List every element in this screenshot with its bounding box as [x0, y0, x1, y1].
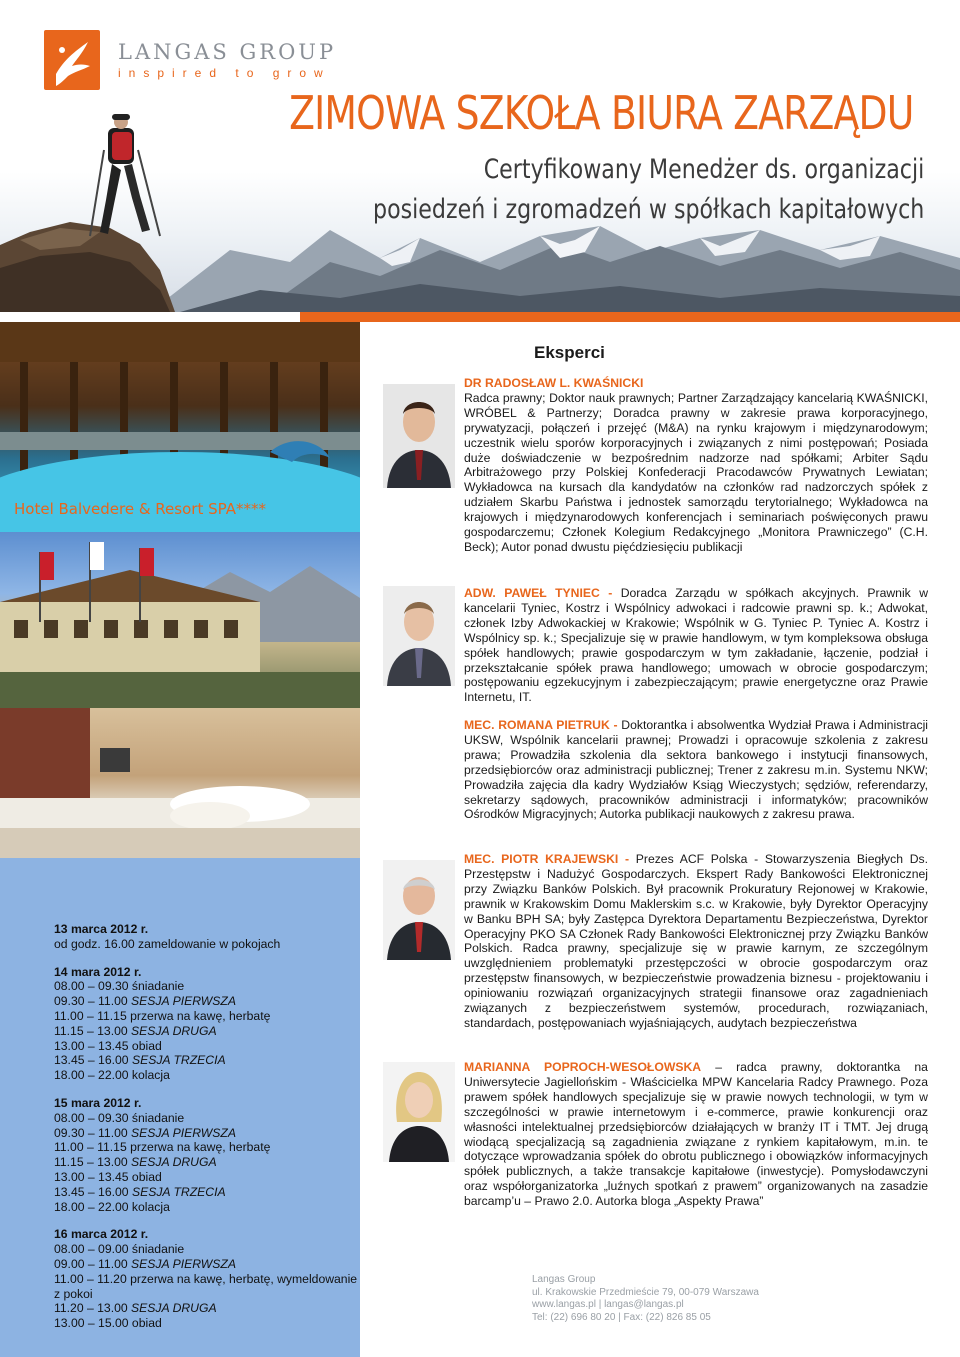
schedule-day — [54, 922, 360, 952]
expert-bio-3: MEC. ROMANA PIETRUK - Doktorantka i absolwentka Wydział Prawa i Administracji UKSW, Wspólnik kancelarii prawnej; Prowadzi i opracowuje szkolenia z zakresu prawa; Prowadziła szkolenia dla sektora bankowego i instytucji finansowych, przedsiębiorców oraz administracji publicznej; Trener z zakresu m.in. Systemu NKW; Prowadziła zajęcia dla kadry Wydziałów Ksiąg Wieczystych; sędziów, referendarzy, sekretarzy sądowych, pracowników administracji i informatyków; pracowników Ośrodków Migracyjnych; Autorka publikacji naukowych z zakresu prawa. — [464, 718, 928, 822]
expert-name-5: MARIANNA POPROCH-WESOŁOWSKA — [464, 1060, 702, 1074]
schedule-item: 13.45 – 16.00 SESJA TRZECIA — [54, 1053, 226, 1068]
schedule-item: 09.30 – 11.00 SESJA PIERWSZA — [54, 994, 237, 1009]
expert-name-1: DR RADOSŁAW L. KWAŚNICKI — [464, 376, 644, 390]
schedule-date: 15 mara 2012 r. — [54, 1095, 142, 1110]
schedule-session-label: SESJA DRUGA — [131, 1023, 217, 1038]
expert-description-4: Prezes ACF Polska - Stowarzyszenia Biegłych Ds. Przestępstw i Nadużyć Gospodarczych. Ekspert Rady Bankowości Elektronicznej przy Związku Banków Polskich. Był pracownik Prokuratury Rejonowej w Krakowie, prawnik w Krakowskim Domu Maklerskim s.c. w Krakowie, były Dyrektor Operacyjny w Banku BPH SA; były Zastępca Dyrektora Departamentu Bezpieczeństwa, Dyrektor Operacyjny PKO SA Członek Rady Bankowości Elektronicznej przy Związku Banków Polskich. Radca prawny, specjalizuje się w prawie karnym, ze szczególnym uwzględnieniem problematyki przestępczości w obrocie gospodarczym oraz przestępstw finansowych, w bezpieczeństwie prowadzenia biznesu - projektowaniu i opiniowaniu rozwiązań organizacyjnych strategii finansowe oraz zagadnieniach związanych z bezpieczeństwem systemów, procedurach, rozwiązaniach, standardach, postępowaniach wyjaśniających, audytach bezpieczeństwa — [464, 852, 928, 1030]
schedule-session-label: SESJA PIERWSZA — [131, 994, 237, 1009]
schedule-item: 11.15 – 13.00 SESJA DRUGA — [54, 1155, 217, 1170]
expert-name-2: ADW. PAWEŁ TYNIEC — [464, 586, 600, 600]
schedule-item: 13.00 – 15.00 obiad — [54, 1316, 162, 1331]
expert-description-5: radca prawny, doktorantka na Uniwersytecie Jagiellońskim - Właścicielka MPW Kancelaria Radcy Prawnego. Poza prawem spółek handlowych specjalizuje się w prawie nowych technologii, w tym w szczególności w prawie internetowym i e-commerce, prawie konkurencji oraz własności intelektualnej przedsiębiorców działających w branży IT i TMT. Jej drugą wiodącą specjalizacją są zagadnienia związane z rynkiem kapitałowym, m.in. te dotyczące wprowadzania spółek do obrotu publicznego i obowiązków informacyjnych spółek publicznych, a także transakcje kapitałowe (inwestycje). Pomysłodawczyni oraz współorganizatorka „luźnych spotkań z prawem” organizowanych na zasadzie barcamp’u – Prawo 2.0. Autorka bloga „Aspekty Prawa” — [464, 1060, 928, 1209]
schedule-day — [54, 1227, 360, 1331]
schedule-item: 13.45 – 16.00 SESJA TRZECIA — [54, 1184, 226, 1199]
expert-bio-5: MARIANNA POPROCH-WESOŁOWSKA – radca prawny, doktorantka na Uniwersytecie Jagiellońskim - Właścicielka MPW Kancelaria Radcy Prawnego. Poza prawem spółek handlowych specjalizuje się w prawie nowych technologii, w tym w szczególności w prawie internetowym i e-commerce, prawie konkurencji oraz własności intelektualnej przedsiębiorców działających w branży IT i TMT. Jej drugą wiodącą specjalizacją są zagadnienia związane z rynkiem kapitałowym, m.in. te dotyczące wprowadzania spółek do obrotu publicznego i obowiązków informacyjnych spółek publicznych, a także transakcje kapitałowe (inwestycje). Pomysłodawczyni oraz współorganizatorka „luźnych spotkań z prawem” organizowanych na zasadzie barcamp’u – Prawo 2.0. Autorka bloga „Aspekty Prawa” — [464, 1060, 928, 1209]
subtitle-line-1: Certyfikowany Menedżer ds. organizacji — [483, 154, 924, 185]
schedule-item: 18.00 – 22.00 kolacja — [54, 1068, 170, 1083]
footer-phone: Tel: (22) 696 80 20 | Fax: (22) 826 85 05 — [532, 1311, 711, 1323]
schedule-item: 13.00 – 13.45 obiad — [54, 1169, 162, 1184]
expert-photo-1 — [383, 384, 455, 488]
schedule-item: 11.00 – 11.15 przerwa na kawę, herbatę — [54, 1140, 271, 1155]
schedule-session-label: SESJA PIERWSZA — [131, 1256, 237, 1271]
hiker-figure — [90, 114, 160, 236]
subtitle-line-2: posiedzeń i zgromadzeń w spółkach kapitałowych — [372, 194, 924, 225]
expert-bio-4: MEC. PIOTR KRAJEWSKI - Prezes ACF Polska - Stowarzyszenia Biegłych Ds. Przestępstw i Nadużyć Gospodarczych. Ekspert Rady Bankowości Elektronicznej przy Związku Banków Polskich. Był pracownik Prokuratury Rejonowej w Krakowie, prawnik w Krakowskim Domu Maklerskim s.c. w Krakowie, były Dyrektor Operacyjny w Banku BPH SA; były Zastępca Dyrektora Departamentu Bezpieczeństwa, Dyrektor Operacyjny PKO SA Członek Rady Bankowości Elektronicznej przy Związku Banków Polskich. Radca prawny, specjalizuje się w prawie karnym, ze szczególnym uwzględnieniem problematyki przestępczości w obrocie gospodarczym oraz przestępstw finansowych, w bezpieczeństwie prowadzenia biznesu - projektowaniu i opiniowaniu rozwiązań organizacyjnych strategii finansowe oraz zagadnieniach związanych z bezpieczeństwem systemów, procedurach, rozwiązaniach, standardach, postępowaniach wyjaśniających, audytach bezpieczeństwa — [464, 852, 928, 1030]
schedule-session-label: SESJA TRZECIA — [131, 1053, 226, 1068]
schedule-session-label: SESJA DRUGA — [131, 1301, 217, 1316]
langas-logo — [44, 30, 336, 90]
schedule-item: 11.20 – 13.00 SESJA DRUGA — [54, 1301, 217, 1316]
expert-description-2: Doradca Zarządu w spółkach akcyjnych. Prawnik w kancelarii Tyniec, Kostrz i Wspólnicy adwokaci i radcowie prawni sp. k.; Adwokat, członek Izby Adwokackiej w Krakowie; Wspólnik w G. Tyniec P. Tyniec A. Kostrz i Wspólnicy sp. k.; Specjalizuje się w prawie handlowym, w tym kompleksowa obsługa spółek handlowych; prawie gospodarczym w tym zakładanie, łączenie, podział i przekształcanie spółek prawa handlowego; umowach w obrocie gospodarczym; postępowaniu egzekucyjnym i zabezpieczającym; prawie energetyczne oraz Prawie Internetu, IT. — [464, 586, 928, 705]
schedule-panel — [0, 858, 360, 1357]
expert-description-3: Doktorantka i absolwentka Wydział Prawa i Administracji UKSW, Wspólnik kancelarii prawnej; Prowadzi i opracowuje szkolenia z zakresu prawa; Prowadziła szkolenia dla sektora bankowego i instytucji finansowych, przedsiębiorców oraz administracji publicznej; Trener z zakresu m.in. Systemu NKW; Prowadziła zajęcia dla kadry Wydziałów Ksiąg Wieczystych; sędziów, referendarzy, sekretarzy sądowych, pracowników administracji i informatyków; pracowników Ośrodków Migracyjnych; Autorka publikacji naukowych z zakresu prawa. — [464, 718, 928, 822]
expert-bio-1 — [464, 376, 928, 555]
expert-photo-2 — [383, 586, 455, 686]
hummingbird-logo-icon — [44, 30, 100, 90]
schedule-date: 14 mara 2012 r. — [54, 964, 142, 979]
schedule-item: 08.00 – 09.30 śniadanie — [54, 979, 185, 994]
schedule-day — [54, 965, 360, 1083]
schedule-day — [54, 1096, 360, 1214]
expert-bio-2: ADW. PAWEŁ TYNIEC - Doradca Zarządu w spółkach akcyjnych. Prawnik w kancelarii Tyniec, Kostrz i Wspólnicy adwokaci i radcowie prawni sp. k.; Adwokat, członek Izby Adwokackiej w Krakowie; Wspólnik w G. Tyniec P. Tyniec A. Kostrz i Wspólnicy sp. k.; Specjalizuje się w prawie handlowym, w tym kompleksowa obsługa spółek handlowych; prawie gospodarczym w tym zakładanie, łączenie, podział i przekształcanie spółek prawa handlowego; umowach w obrocie gospodarczym; postępowaniu egzekucyjnym i zabezpieczającym; prawie energetyczne oraz Prawie Internetu, IT. — [464, 586, 928, 705]
schedule-item: 11.00 – 11.15 przerwa na kawę, herbatę — [54, 1008, 271, 1023]
schedule-item: 08.00 – 09.00 śniadanie — [54, 1242, 185, 1257]
schedule-item: 11.15 – 13.00 SESJA DRUGA — [54, 1023, 217, 1038]
experts-heading: Eksperci — [534, 343, 605, 362]
schedule-session-label: SESJA PIERWSZA — [131, 1125, 237, 1140]
schedule-date: 16 marca 2012 r. — [54, 1227, 149, 1242]
schedule-date: 13 marca 2012 r. — [54, 922, 149, 936]
hotel-exterior-photo — [0, 532, 360, 708]
footer-contact — [532, 1274, 759, 1324]
schedule-session-label: SESJA TRZECIA — [131, 1184, 226, 1199]
expert-name-3: MEC. ROMANA PIETRUK — [464, 718, 610, 732]
expert-photo-4 — [383, 860, 455, 960]
brand-tagline: inspired to grow — [118, 66, 331, 80]
expert-description-1: Radca prawny; Doktor nauk prawnych; Partner Zarządzający kancelarią KWAŚNICKI, WRÓBEL & Partnerzy; Doradca prawny w zakresie prawa korporacyjnego, prywatyzacji, połączeń i przejęć (M&A) na rynku krajowym i międzynarodowym; uczestnik wielu sporów korporacyjnych i związanych z nimi postępowań; Posiada duże doświadczenie w bezpośrednim nadzorze nad spółkami; Arbiter Sądu Arbitrażowego przy Polskiej Konfederacji Pracodawców Prywatnych Lewiatan; Wykładowca na kursach dla kandydatów na członków rad nadzorczych spółek z udziałem Skarbu Państwa i jednostek samorządu terytorialnego; Wykładowca na krajowych i międzynarodowych konferencjach i seminariach poświęconych prawu gospodarczemu; Członek Kolegium Redakcyjnego „Monitora Prawniczego” (C.H. Beck); Autor ponad dwustu pięćdziesięciu publikacji — [464, 390, 928, 554]
hotel-room-photo — [0, 708, 360, 858]
schedule-item: 09.00 – 11.00 SESJA PIERWSZA — [54, 1256, 237, 1271]
brand-name: LANGAS GROUP — [118, 40, 337, 64]
footer-address: ul. Krakowskie Przedmieście 79, 00-079 Warszawa — [532, 1286, 759, 1298]
schedule-item: 08.00 – 09.30 śniadanie — [54, 1110, 185, 1125]
schedule-item: 13.00 – 13.45 obiad — [54, 1038, 162, 1053]
footer-website-email: www.langas.pl | langas@langas.pl — [532, 1299, 684, 1311]
schedule-item: 11.00 – 11.20 przerwa na kawę, herbatę, wymeldowanie z pokoi — [54, 1271, 358, 1301]
schedule-item: 18.00 – 22.00 kolacja — [54, 1199, 170, 1214]
schedule-session-label: SESJA DRUGA — [131, 1155, 217, 1170]
hotel-name: Hotel Balvedere & Resort SPA**** — [14, 500, 266, 518]
page-title: ZIMOWA SZKOŁA BIURA ZARZĄDU — [289, 86, 914, 140]
accent-band — [300, 312, 960, 322]
expert-name-4: MEC. PIOTR KRAJEWSKI — [464, 852, 619, 866]
expert-photo-5 — [383, 1062, 455, 1162]
schedule-item: od godz. 16.00 zameldowanie w pokojach — [54, 936, 281, 951]
schedule-item: 09.30 – 11.00 SESJA PIERWSZA — [54, 1125, 237, 1140]
footer-company: Langas Group — [532, 1274, 596, 1285]
